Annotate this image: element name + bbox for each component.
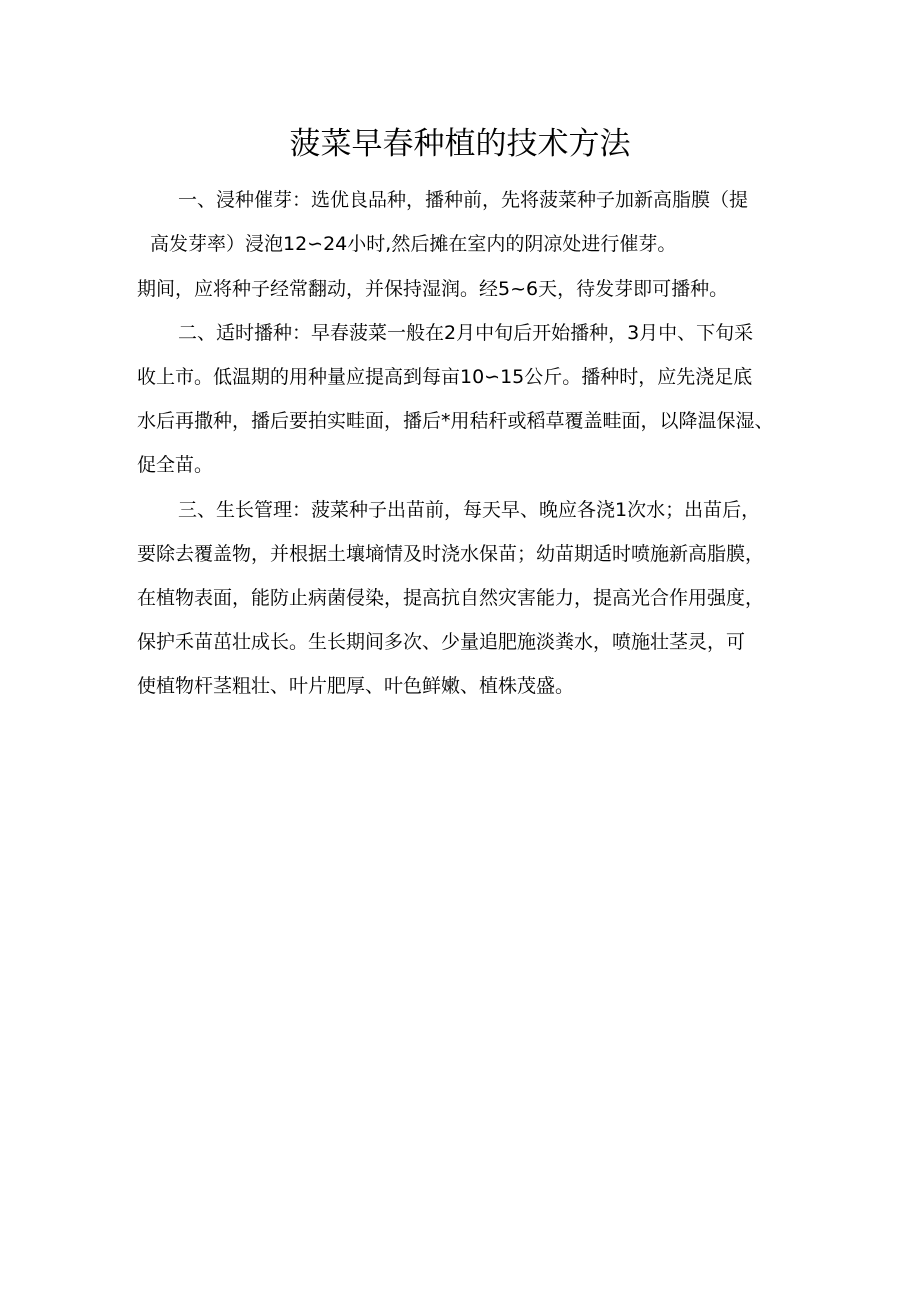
document-title: 菠菜早春种植的技术方法: [289, 126, 631, 162]
paragraph-2-line-4: 促全苗。: [137, 454, 214, 476]
paragraph-3-line-4: 保护禾苗茁壮成长。生长期间多次、少量追肥施淡粪水，喷施壮茎灵，可: [137, 631, 746, 653]
paragraph-1-line-3: 期间，应将种子经常翻动，并保持湿润。经5~6天，待发芽即可播种。: [137, 278, 729, 300]
paragraph-3-line-5: 使植物杆茎粗壮、叶片肥厚、叶色鲜嫩、植株茂盛。: [137, 675, 575, 697]
paragraph-1-line-1: 一、浸种催芽：选优良品种，播种前，先将菠菜种子加新高脂膜（提: [178, 189, 749, 211]
paragraph-1-line-2: 高发芽率）浸泡12∽24小时,然后摊在室内的阴凉处进行催芽。: [150, 233, 677, 255]
paragraph-3-line-1: 三、生长管理：菠菜种子出苗前，每天早、晚应各浇1次水；出苗后，: [178, 499, 761, 521]
paragraph-2-line-2: 收上市。低温期的用种量应提高到每亩10∽15公斤。播种时，应先浇足底: [137, 366, 753, 388]
paragraph-2-line-1: 二、适时播种：早春菠菜一般在2月中旬后开始播种，3月中、下旬采: [178, 322, 754, 344]
paragraph-2-line-3: 水后再撒种，播后要拍实畦面，播后*用秸秆或稻草覆盖畦面，以降温保湿、: [137, 410, 774, 432]
paragraph-3-line-3: 在植物表面，能防止病菌侵染，提高抗自然灾害能力，提高光合作用强度，: [137, 587, 765, 609]
paragraph-3-line-2: 要除去覆盖物，并根据土壤墒情及时浇水保苗；幼苗期适时喷施新高脂膜，: [137, 543, 765, 565]
